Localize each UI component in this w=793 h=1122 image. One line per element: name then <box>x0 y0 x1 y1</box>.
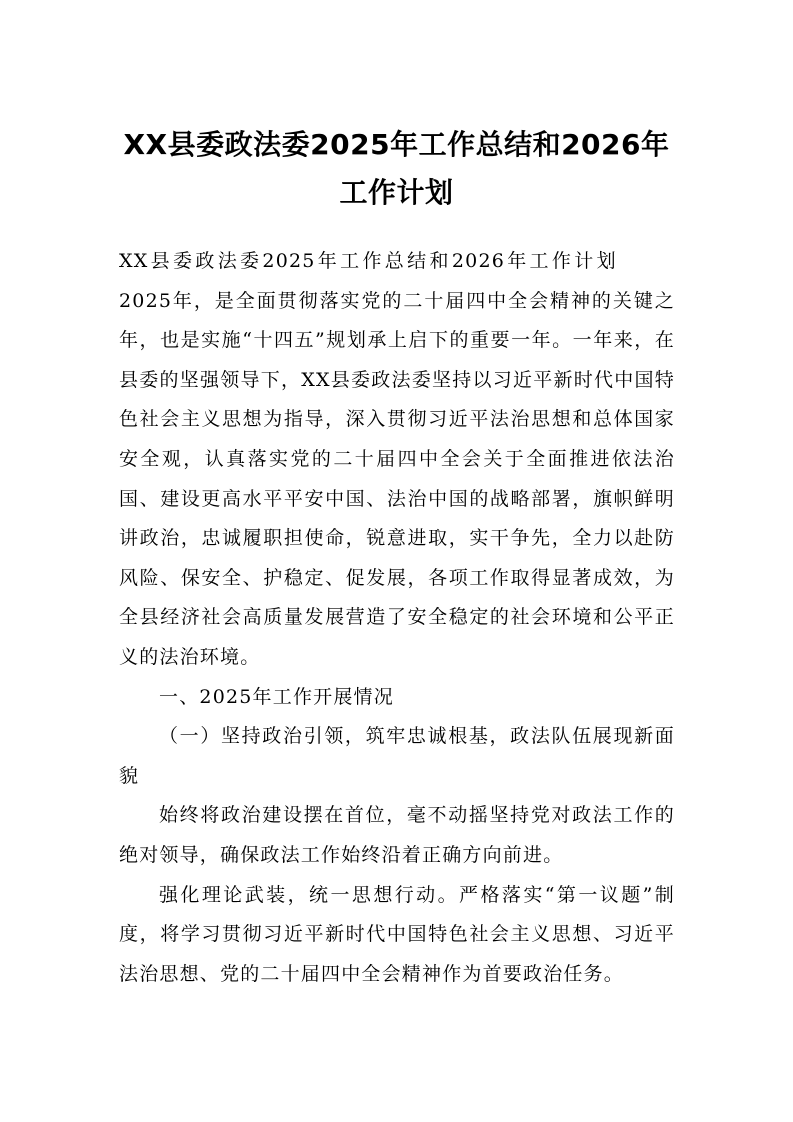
document-title-line-2: 工作计划 <box>339 176 454 209</box>
intro-paragraph <box>119 242 675 678</box>
body-paragraph: 强化理论武装，统一思想行动。严格落实“第一议题”制度，将学习贯彻习近平新时代中国特色社会主义思想、习近平法治思想、党的二十届四中全会精神作为首要政治任务。 <box>119 883 675 985</box>
document-body <box>119 242 675 994</box>
document-title-line-1: XX县委政法委2025年工作总结和2026年 <box>123 128 670 161</box>
intro-lead: XX县委政法委2025年工作总结和2026年工作计划 <box>119 250 619 272</box>
section-heading: 一、2025年工作开展情况 <box>159 685 394 708</box>
intro-body: 2025年，是全面贯彻落实党的二十届四中全会精神的关键之年，也是实施“十四五”规划承上启下的重要一年。一年来，在县委的坚强领导下，XX县委政法委坚持以习近平新时代中国特色社会主义思想为指导，深入贯彻习近平法治思想和总体国家安全观，认真落实党的二十届四中全会关于全面推进依法治国、建设更高水平平安中国、法治中国的战略部署，旗帜鲜明讲政治，忠诚履职担使命，锐意进取，实干争先，全力以赴防风险、保安全、护稳定、促发展，各项工作取得显著成效，为全县经济社会高质量发展营造了安全稳定的社会环境和公平正义的法治环境。 <box>119 289 675 668</box>
subsection-heading: （一）坚持政治引领，筑牢忠诚根基，政法队伍展现新面貌 <box>119 725 675 787</box>
body-paragraph: 始终将政治建设摆在首位，毫不动摇坚持党对政法工作的绝对领导，确保政法工作始终沿着正确方向前进。 <box>119 804 675 866</box>
